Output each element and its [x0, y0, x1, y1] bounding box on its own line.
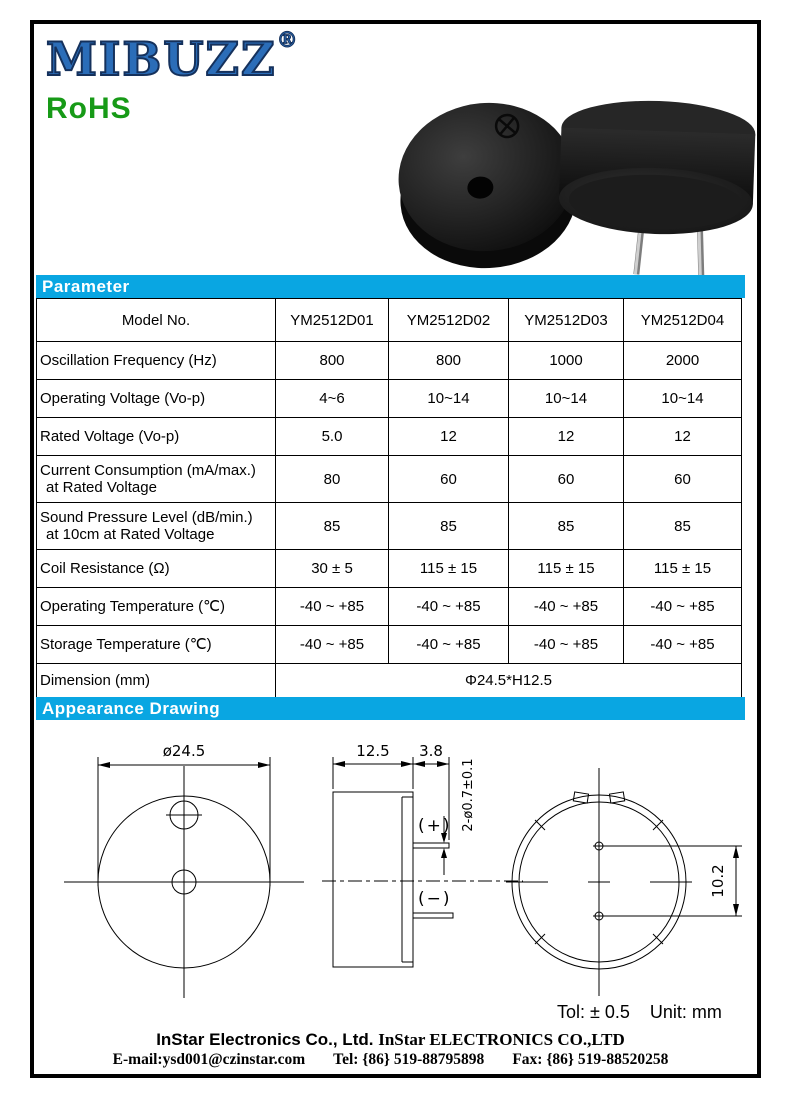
cell-value: 2000: [624, 342, 742, 380]
cell-value: 80: [276, 456, 389, 503]
cell-value: 12: [509, 418, 624, 456]
rohs-label: RoHS: [46, 92, 132, 125]
front-view: [64, 742, 304, 998]
fax-text: Fax: {86} 519-88520258: [512, 1051, 669, 1068]
brand-logo: [46, 28, 298, 85]
contact-line: [36, 1051, 745, 1069]
bottom-view: [506, 768, 742, 996]
cell-value: 85: [276, 503, 389, 550]
side-pin-spec-label: 2-ø0.7±0.1: [461, 758, 476, 832]
cell-value: -40 ~ +85: [509, 588, 624, 626]
company-name-sans: InStar Electronics Co., Ltd.: [156, 1030, 374, 1049]
cell-value: 10~14: [509, 380, 624, 418]
cell-value: 60: [389, 456, 509, 503]
cell-value: -40 ~ +85: [276, 588, 389, 626]
cell-value: 10~14: [624, 380, 742, 418]
cell-value: -40 ~ +85: [624, 626, 742, 664]
model-name: YM2512D02: [389, 299, 509, 342]
row-label: Coil Resistance (Ω): [37, 550, 276, 588]
section-header-appearance: Appearance Drawing: [36, 697, 745, 720]
cell-value: 800: [389, 342, 509, 380]
table-row: [37, 626, 742, 664]
cell-value: -40 ~ +85: [509, 626, 624, 664]
row-label: Storage Temperature (℃): [37, 626, 276, 664]
row-label-line2: at 10cm at Rated Voltage: [46, 526, 215, 543]
cell-value: 10~14: [389, 380, 509, 418]
row-label: Operating Voltage (Vo-p): [37, 380, 276, 418]
bottom-pitch-label: 10.2: [709, 864, 727, 898]
model-no-header: Model No.: [37, 299, 276, 342]
cell-value: 60: [509, 456, 624, 503]
company-name-serif: InStar ELECTRONICS CO.,LTD: [378, 1030, 625, 1049]
table-row: [37, 299, 742, 342]
cell-value: 4~6: [276, 380, 389, 418]
cell-value: -40 ~ +85: [624, 588, 742, 626]
tel-text: Tel: {86} 519-88795898: [333, 1051, 485, 1068]
brand-name: MIBUZZ: [46, 32, 277, 86]
cell-value: 800: [276, 342, 389, 380]
buzzer-top-view: [393, 96, 582, 276]
table-row: [37, 550, 742, 588]
row-label: Dimension (mm): [37, 664, 276, 698]
tolerance-line: [557, 1002, 742, 1023]
product-photo: [393, 95, 771, 280]
positive-terminal-label: (+): [418, 816, 452, 836]
row-label-line1: Sound Pressure Level (dB/min.): [40, 508, 253, 526]
cell-value: 12: [389, 418, 509, 456]
email-text: E-mail:ysd001@czinstar.com: [112, 1051, 306, 1068]
section-header-parameter: Parameter: [36, 275, 745, 298]
row-label: [37, 456, 276, 503]
row-label: Oscillation Frequency (Hz): [37, 342, 276, 380]
table-row: [37, 503, 742, 550]
cell-value: 30 ± 5: [276, 550, 389, 588]
table-row: [37, 664, 742, 698]
model-name: YM2512D04: [624, 299, 742, 342]
model-name: YM2512D01: [276, 299, 389, 342]
appearance-drawing: [36, 725, 757, 1005]
cell-value: -40 ~ +85: [389, 588, 509, 626]
cell-value: -40 ~ +85: [389, 626, 509, 664]
negative-terminal-label: (−): [418, 889, 452, 909]
cell-value: 115 ± 15: [509, 550, 624, 588]
cell-value: 85: [389, 503, 509, 550]
buzzer-bottom-view: [556, 98, 757, 280]
cell-value: 5.0: [276, 418, 389, 456]
table-row: [37, 418, 742, 456]
company-line: [36, 1030, 745, 1050]
table-row: [37, 588, 742, 626]
row-label: Operating Temperature (℃): [37, 588, 276, 626]
cell-value: 1000: [509, 342, 624, 380]
cell-value: 60: [624, 456, 742, 503]
unit-value: Unit: mm: [649, 1002, 722, 1022]
cell-value: 85: [509, 503, 624, 550]
side-view: [322, 742, 523, 967]
row-label-line2: at Rated Voltage: [46, 479, 157, 496]
cell-value: 115 ± 15: [624, 550, 742, 588]
registered-trademark-icon: ®: [276, 27, 298, 52]
tolerance-value: Tol: ± 0.5: [557, 1002, 630, 1022]
cell-value: 115 ± 15: [389, 550, 509, 588]
table-row: [37, 456, 742, 503]
side-pin-length-label: 3.8: [419, 742, 443, 760]
cell-value: 85: [624, 503, 742, 550]
model-name: YM2512D03: [509, 299, 624, 342]
side-width-label: 12.5: [356, 742, 390, 760]
cell-value: 12: [624, 418, 742, 456]
front-diameter-label: ø24.5: [162, 742, 206, 760]
dimension-value: Φ24.5*H12.5: [276, 664, 742, 698]
table-row: [37, 380, 742, 418]
row-label: [37, 503, 276, 550]
table-left-rule: [33, 298, 34, 693]
row-label-line1: Current Consumption (mA/max.): [40, 461, 256, 479]
table-row: [37, 342, 742, 380]
row-label: Rated Voltage (Vo-p): [37, 418, 276, 456]
spec-table: [36, 298, 742, 698]
cell-value: -40 ~ +85: [276, 626, 389, 664]
